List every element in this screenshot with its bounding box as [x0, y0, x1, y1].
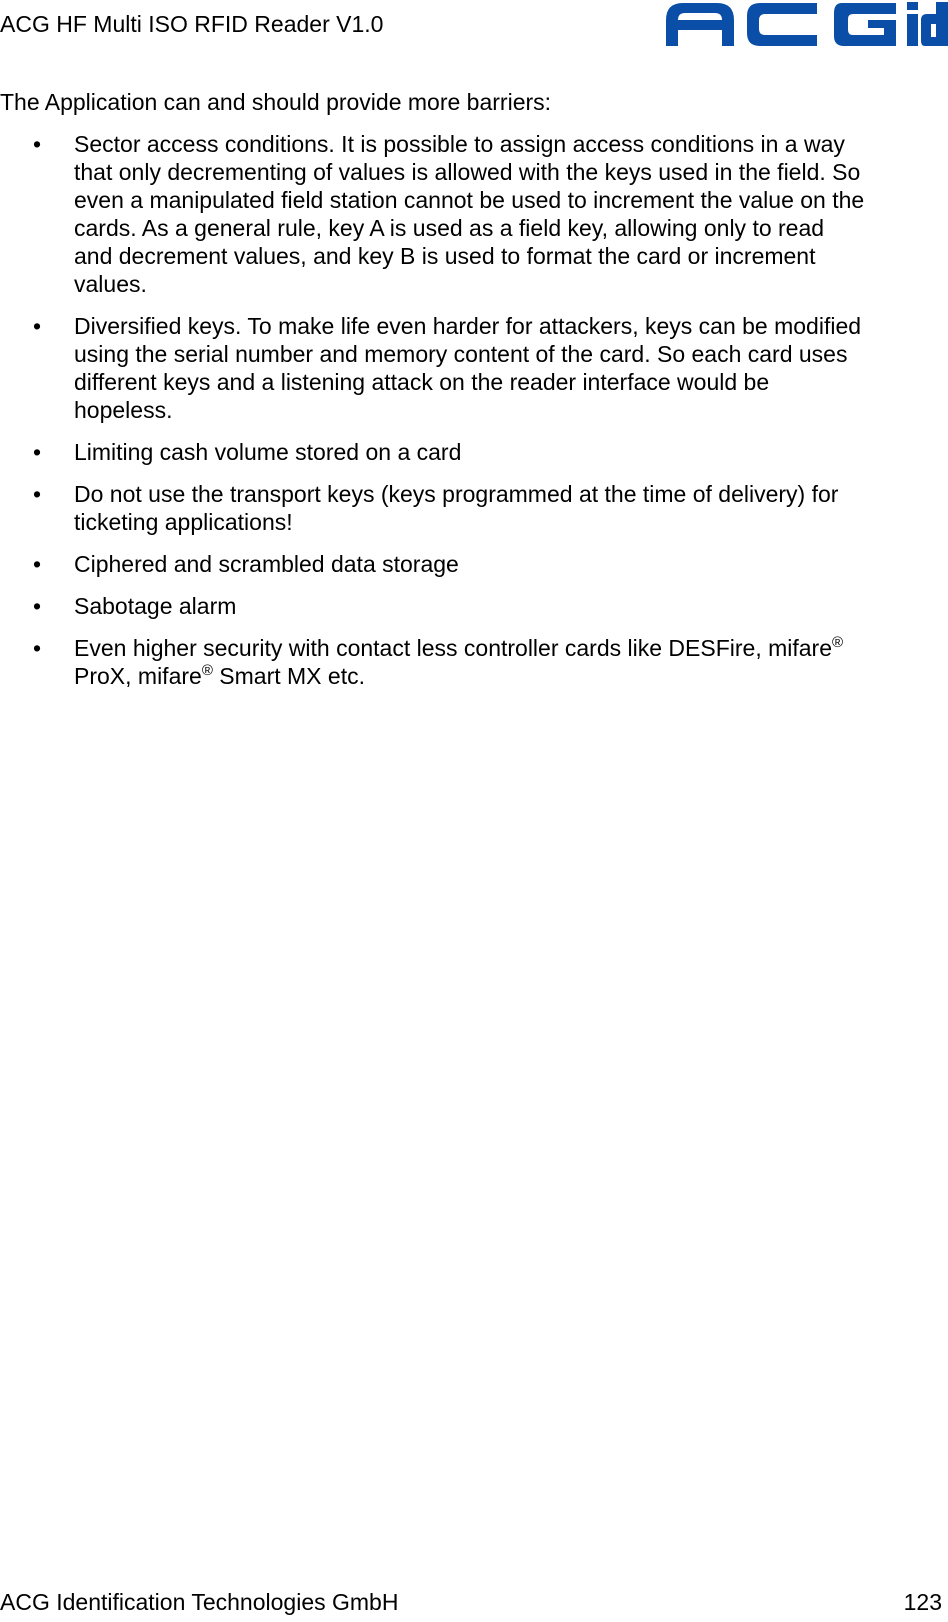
list-item-text: Even higher security with contact less controller cards like DESFire, mifare	[74, 635, 833, 661]
barrier-list	[0, 130, 948, 690]
list-item-line: ticketing applications!	[74, 509, 293, 535]
registered-mark: ®	[832, 634, 844, 651]
document-header-title: ACG HF Multi ISO RFID Reader V1.0	[0, 11, 384, 37]
list-item	[0, 550, 948, 578]
list-item-line: different keys and a listening attack on the reader interface would be	[74, 369, 770, 395]
registered-mark: ®	[201, 662, 213, 679]
list-item-line	[74, 634, 934, 662]
list-item-line: hopeless.	[74, 397, 173, 423]
footer-company: ACG Identification Technologies GmbH	[0, 1589, 399, 1615]
list-item-line: cards. As a general rule, key A is used as a field key, allowing only to read	[74, 215, 825, 241]
list-item-line: Limiting cash volume stored on a card	[74, 439, 462, 465]
acg-id-logo	[666, 0, 948, 50]
list-item-line: even a manipulated field station cannot be used to increment the value on the	[74, 187, 865, 213]
list-item	[0, 592, 948, 620]
bullet-marker: •	[33, 635, 42, 661]
list-item-line: Do not use the transport keys (keys programmed at the time of delivery) for	[74, 481, 839, 507]
list-item	[0, 634, 948, 690]
list-item	[0, 480, 948, 536]
footer-page-number: 123	[903, 1589, 942, 1615]
list-item	[0, 438, 948, 466]
list-item-line: Diversified keys. To make life even harder for attackers, keys can be modified	[74, 313, 862, 339]
bullet-marker: •	[33, 551, 42, 577]
bullet-marker: •	[33, 313, 42, 339]
list-item-text: ProX, mifare	[74, 663, 202, 689]
list-item-line: and decrement values, and key B is used to format the card or increment	[74, 243, 816, 269]
list-item-line: using the serial number and memory content of the card. So each card uses	[74, 341, 848, 367]
intro-paragraph: The Application can and should provide more barriers:	[0, 89, 552, 115]
list-item-line	[74, 662, 934, 690]
list-item-line: Sabotage alarm	[74, 593, 237, 619]
list-item-line: Ciphered and scrambled data storage	[74, 551, 459, 577]
list-item-line: values.	[74, 271, 147, 297]
bullet-marker: •	[33, 481, 42, 507]
list-item-text: Smart MX etc.	[212, 663, 365, 689]
bullet-marker: •	[33, 593, 42, 619]
bullet-marker: •	[33, 131, 42, 157]
list-item	[0, 130, 948, 298]
list-item-line: Sector access conditions. It is possible to assign access conditions in a way	[74, 131, 845, 157]
bullet-marker: •	[33, 439, 42, 465]
list-item	[0, 312, 948, 424]
list-item-line: that only decrementing of values is allowed with the keys used in the field. So	[74, 159, 861, 185]
